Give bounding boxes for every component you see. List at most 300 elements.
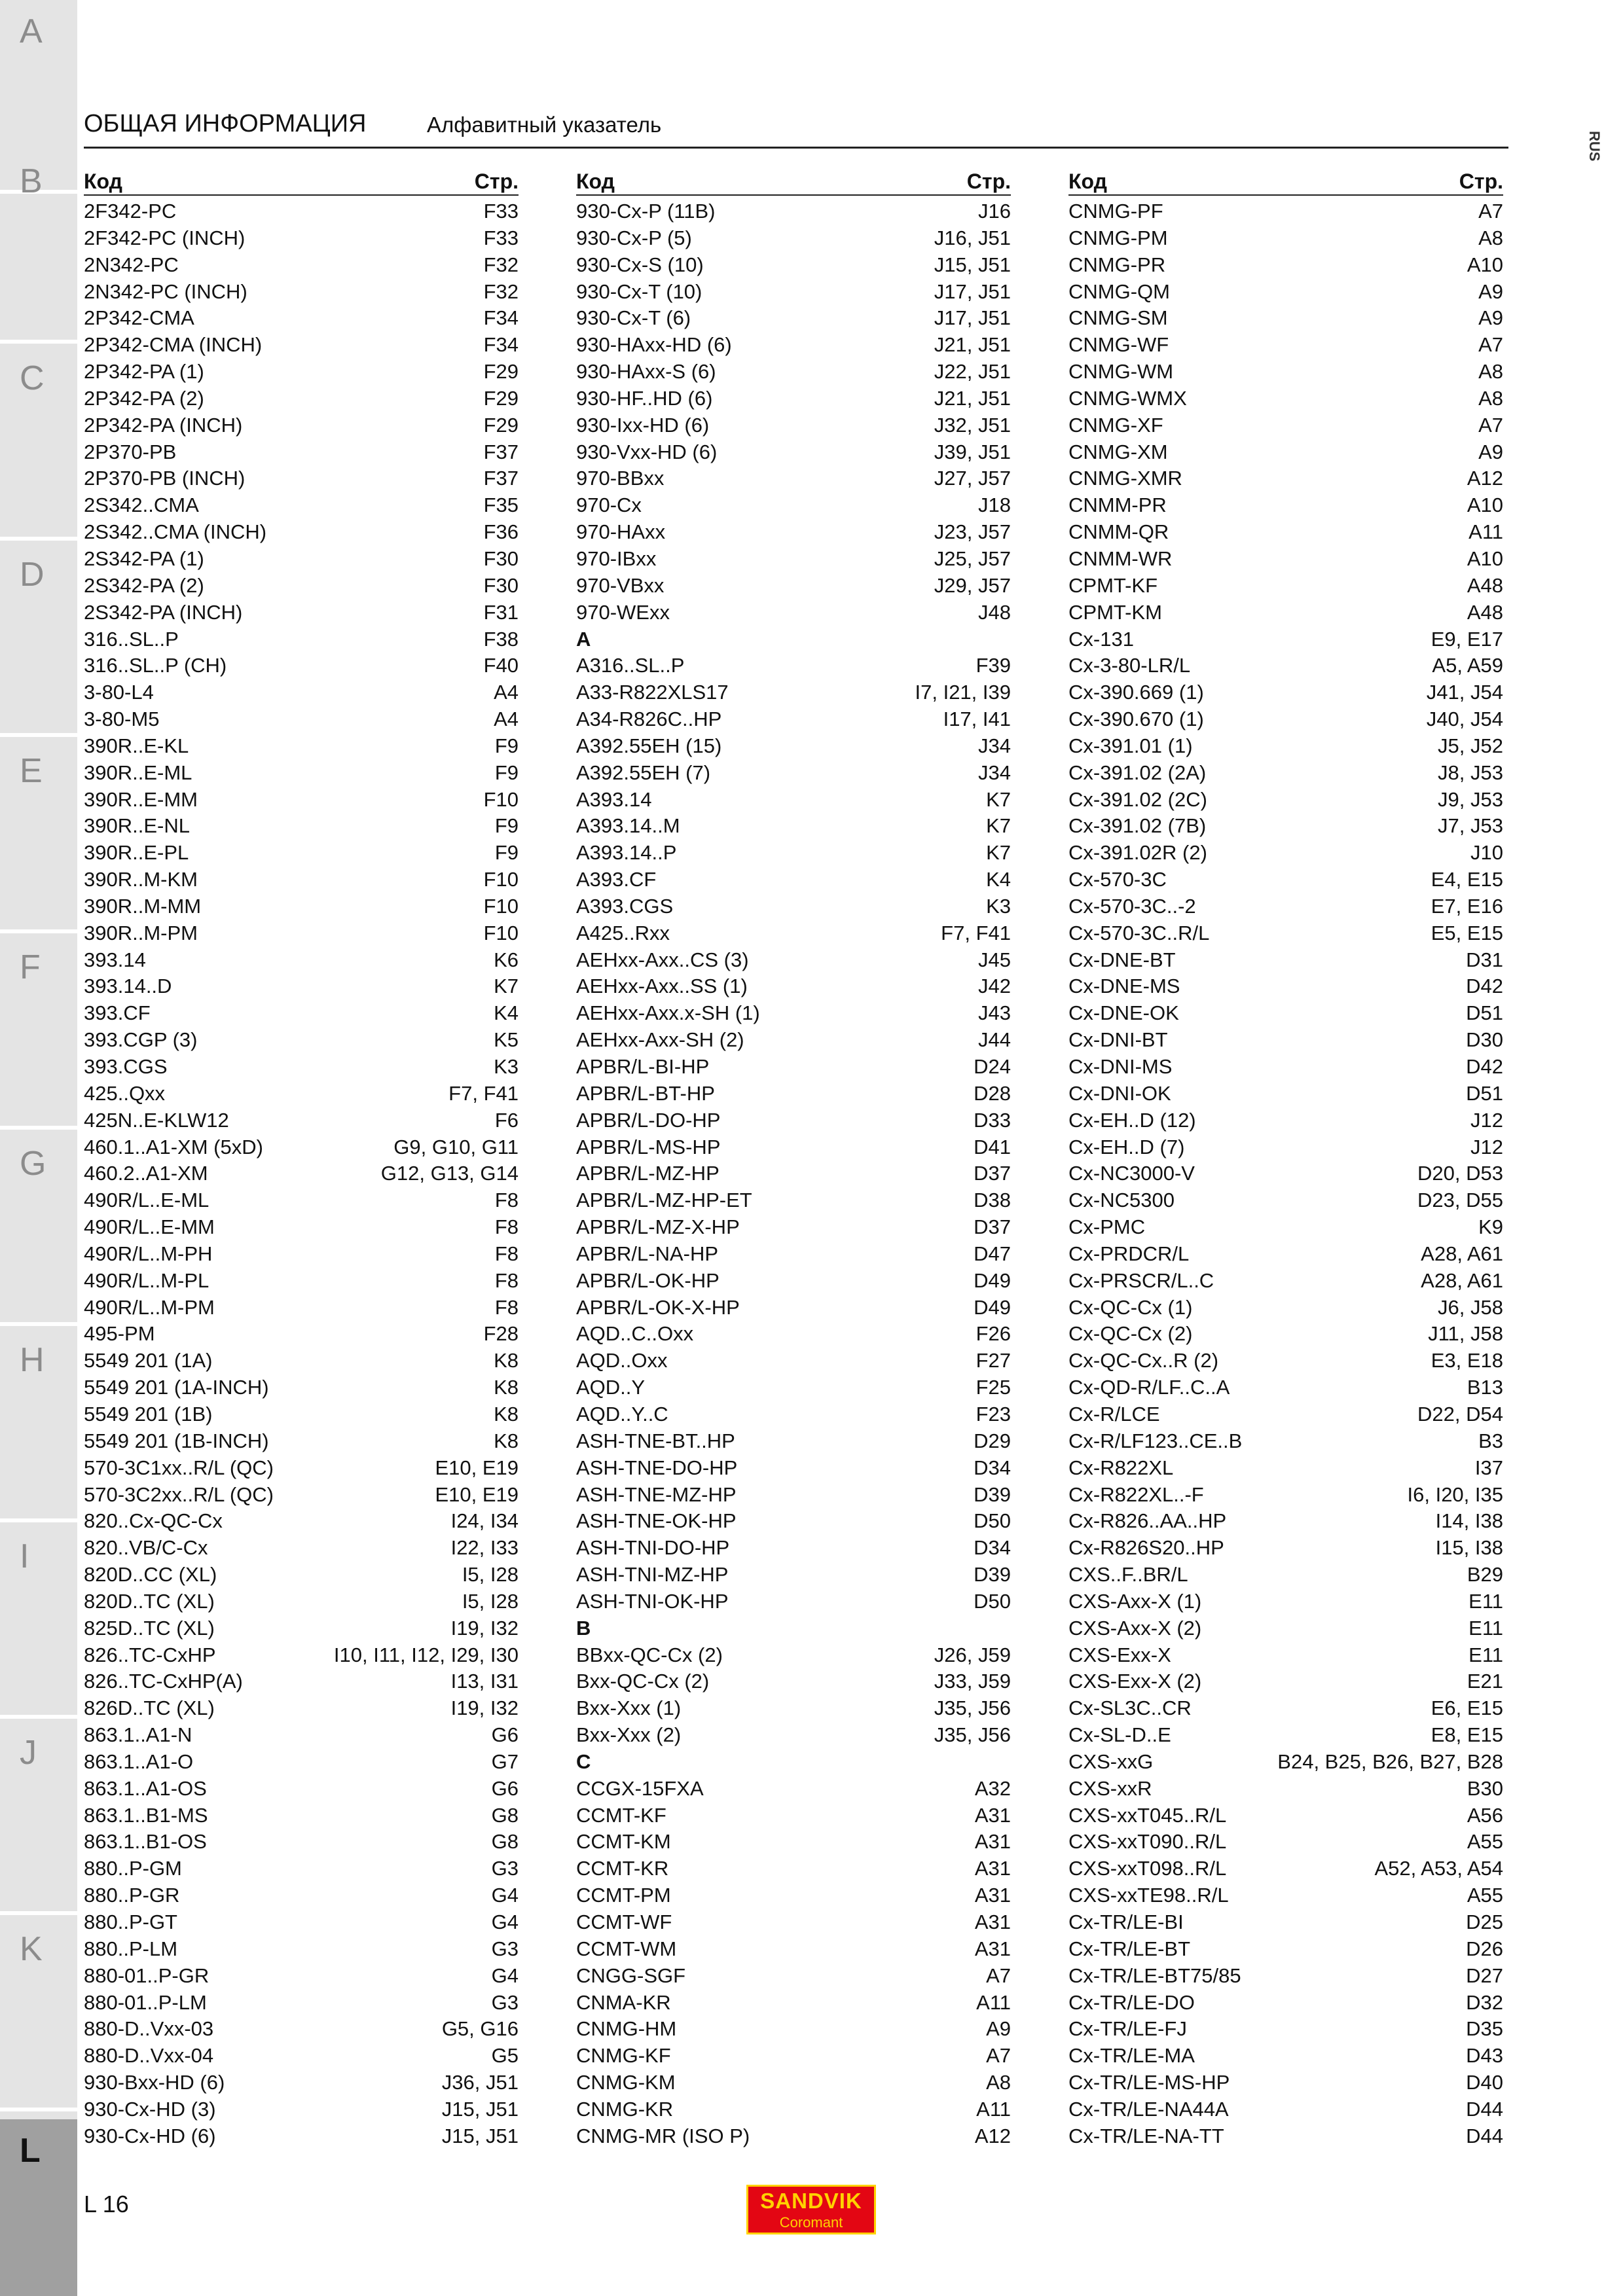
entry-page-ref: G8	[491, 1803, 519, 1827]
index-entry	[1068, 2016, 1503, 2043]
entry-page-ref: F34	[483, 333, 519, 357]
entry-code: Cx-TR/LE-BT	[1068, 1937, 1190, 1960]
index-entry	[576, 920, 1011, 947]
entry-code: Cx-TR/LE-BI	[1068, 1910, 1184, 1933]
entry-code: Cx-R822XL	[1068, 1456, 1174, 1479]
entry-code: A393.14..M	[576, 814, 680, 838]
index-entry	[1068, 2043, 1503, 2070]
entry-page-ref: A7	[986, 1964, 1011, 1987]
entry-page-ref: D34	[974, 1536, 1011, 1560]
index-entry	[84, 279, 519, 306]
index-entry	[1068, 1321, 1503, 1348]
index-entry	[576, 1909, 1011, 1936]
entry-page-ref: J41, J54	[1426, 681, 1503, 704]
entry-page-ref: G9, G10, G11	[393, 1135, 519, 1158]
entry-page-ref: A32	[974, 1776, 1011, 1800]
entry-page-ref: B24, B25, B26, B27, B28	[1277, 1749, 1503, 1773]
entry-code: 2P370-PB	[84, 440, 177, 463]
index-entry	[1068, 279, 1503, 306]
entry-page-ref: J10	[1470, 841, 1503, 865]
index-entry	[1068, 1776, 1503, 1803]
index-entry	[84, 1963, 519, 1990]
index-tab-l[interactable]	[0, 2119, 77, 2296]
index-entry	[84, 1535, 519, 1562]
index-entry	[576, 1722, 1011, 1749]
entry-page-ref: F9	[494, 734, 519, 757]
entry-page-ref: A31	[974, 1857, 1011, 1880]
entry-page-ref: A56	[1467, 1803, 1503, 1827]
index-tab-letter: A	[20, 12, 43, 50]
index-entry	[1068, 546, 1503, 573]
entry-code: Cx-391.01 (1)	[1068, 734, 1193, 757]
index-entry	[576, 519, 1011, 546]
entry-code: ASH-TNI-OK-HP	[576, 1589, 729, 1613]
index-entry	[1068, 465, 1503, 492]
entry-page-ref: K7	[986, 814, 1011, 838]
entry-code: Cx-R822XL..-F	[1068, 1482, 1204, 1506]
index-tab-k[interactable]	[0, 1918, 77, 2111]
entry-page-ref: J45	[978, 948, 1011, 971]
index-entry	[1068, 573, 1503, 600]
page-column-header: Стр.	[474, 170, 519, 193]
index-entry	[576, 1535, 1011, 1562]
index-entry	[84, 1295, 519, 1321]
index-entry	[84, 1348, 519, 1374]
entry-code: A33-R822XLS17	[576, 681, 729, 704]
entry-code: Cx-TR/LE-NA44A	[1068, 2097, 1229, 2121]
index-entry	[576, 359, 1011, 386]
entry-page-ref: A10	[1467, 547, 1503, 570]
index-entry	[576, 840, 1011, 867]
entry-page-ref: A11	[976, 2097, 1011, 2121]
entry-code: CXS-Axx-X (2)	[1068, 1616, 1202, 1640]
entry-code: 2P342-PA (1)	[84, 360, 204, 384]
entry-page-ref: D24	[974, 1055, 1011, 1078]
index-tab-j[interactable]	[0, 1721, 77, 1915]
entry-page-ref: D27	[1466, 1964, 1503, 1987]
entry-code: 2N342-PC (INCH)	[84, 279, 247, 303]
entry-page-ref: F27	[976, 1349, 1011, 1372]
entry-page-ref: J17, J51	[934, 306, 1011, 330]
index-entry	[84, 492, 519, 519]
entry-page-ref: F28	[483, 1322, 519, 1346]
entry-code: 2P342-CMA	[84, 306, 194, 330]
entry-code: 880-01..P-GR	[84, 1964, 210, 1987]
entry-code: 390R..M-PM	[84, 921, 198, 944]
index-entry	[1068, 1000, 1503, 1027]
entry-page-ref: F32	[483, 253, 519, 276]
logo-brand-text: SANDVIK	[760, 2189, 862, 2213]
index-entry	[576, 1776, 1011, 1803]
entry-code: APBR/L-BI-HP	[576, 1055, 710, 1078]
entry-page-ref: I37	[1474, 1456, 1503, 1479]
index-tab-letter: E	[20, 752, 43, 790]
entry-page-ref: D38	[974, 1189, 1011, 1212]
index-entry	[1068, 1508, 1503, 1535]
entry-page-ref: F8	[494, 1215, 519, 1239]
index-tab-g[interactable]	[0, 1132, 77, 1326]
index-entry	[84, 359, 519, 386]
index-entry	[576, 1562, 1011, 1588]
entry-page-ref: F23	[976, 1402, 1011, 1426]
entry-code: 5549 201 (1B-INCH)	[84, 1429, 269, 1452]
entry-code: Cx-DNI-OK	[1068, 1081, 1171, 1105]
index-entry	[576, 1482, 1011, 1509]
entry-page-ref: E11	[1468, 1643, 1503, 1666]
entry-page-ref: I7, I21, I39	[915, 681, 1011, 704]
entry-code: 3-80-L4	[84, 681, 154, 704]
index-entry	[84, 1027, 519, 1054]
entry-page-ref: A11	[1468, 520, 1503, 544]
index-entry	[84, 1482, 519, 1509]
entry-code: Cx-TR/LE-MS-HP	[1068, 2071, 1230, 2094]
entry-code: CNMG-PM	[1068, 226, 1168, 249]
entry-code: 490R/L..M-PM	[84, 1295, 215, 1319]
entry-page-ref: J35, J56	[934, 1723, 1011, 1747]
index-entry	[576, 1936, 1011, 1963]
entry-code: 2S342..CMA	[84, 493, 199, 517]
entry-code: 930-Cx-P (11B)	[576, 200, 716, 223]
entry-code: 390R..E-PL	[84, 841, 189, 865]
index-entry	[84, 1856, 519, 1882]
index-entry	[576, 1455, 1011, 1482]
index-entry	[84, 947, 519, 974]
index-entry	[84, 1321, 519, 1348]
entry-code: Cx-DNI-MS	[1068, 1055, 1173, 1078]
entry-code: CCGX-15FXA	[576, 1776, 704, 1800]
entry-code: 2P342-CMA (INCH)	[84, 333, 263, 357]
entry-page-ref: B13	[1467, 1376, 1503, 1399]
entry-code: ASH-TNE-MZ-HP	[576, 1482, 737, 1506]
entry-page-ref: D51	[1466, 1001, 1503, 1025]
entry-code: 316..SL..P (CH)	[84, 654, 227, 677]
entry-page-ref: F25	[976, 1376, 1011, 1399]
entry-code: CNGG-SGF	[576, 1964, 686, 1987]
entry-code: CNMG-WF	[1068, 333, 1169, 357]
entry-code: 880..P-GR	[84, 1884, 180, 1907]
index-tab-letter: J	[20, 1734, 37, 1772]
entry-page-ref: D40	[1466, 2071, 1503, 2094]
index-entry	[84, 1909, 519, 1936]
index-entry	[84, 1268, 519, 1295]
entry-page-ref: J27, J57	[934, 467, 1011, 490]
entry-code: ASH-TNI-DO-HP	[576, 1536, 730, 1560]
index-entry	[576, 787, 1011, 814]
index-entry	[576, 573, 1011, 600]
entry-page-ref: J22, J51	[934, 360, 1011, 384]
index-tab-b[interactable]	[0, 150, 77, 344]
index-entry	[1068, 412, 1503, 439]
index-tab-h[interactable]	[0, 1329, 77, 1522]
entry-code: 930-Ixx-HD (6)	[576, 413, 710, 437]
entry-code: 970-BBxx	[576, 467, 665, 490]
entry-code: 863.1..A1-O	[84, 1749, 194, 1773]
entry-code: CCMT-PM	[576, 1884, 671, 1907]
index-entry	[1068, 1803, 1503, 1829]
page-column-header: Стр.	[966, 170, 1011, 193]
entry-page-ref: G12, G13, G14	[380, 1162, 519, 1185]
index-entry	[576, 600, 1011, 626]
index-entry	[1068, 1348, 1503, 1374]
entry-page-ref: F8	[494, 1295, 519, 1319]
entry-page-ref: D50	[974, 1589, 1011, 1613]
entry-code: Cx-DNE-MS	[1068, 975, 1180, 998]
index-tab-c[interactable]	[0, 347, 77, 541]
entry-code: A392.55EH (7)	[576, 761, 711, 784]
entry-code: A393.CF	[576, 868, 657, 891]
index-column-1	[84, 167, 519, 2150]
index-entry	[1068, 733, 1503, 760]
index-entry	[84, 439, 519, 466]
index-entry	[1068, 2123, 1503, 2150]
index-entry	[576, 813, 1011, 840]
entry-page-ref: J16	[978, 200, 1011, 223]
index-entry	[576, 412, 1011, 439]
entry-page-ref: G3	[491, 1857, 519, 1880]
entry-page-ref: J25, J57	[934, 547, 1011, 570]
entry-code: ASH-TNE-OK-HP	[576, 1509, 737, 1533]
index-entry	[576, 1214, 1011, 1241]
entry-code: Cx-R/LF123..CE..B	[1068, 1429, 1243, 1452]
entry-page-ref: E21	[1467, 1670, 1503, 1693]
entry-page-ref: F34	[483, 306, 519, 330]
entry-page-ref: A9	[1478, 279, 1503, 303]
entry-code: 880..P-GT	[84, 1910, 177, 1933]
index-entry	[1068, 2096, 1503, 2123]
index-entry	[576, 465, 1011, 492]
entry-code: 316..SL..P	[84, 627, 179, 651]
entry-code: AQD..Oxx	[576, 1349, 668, 1372]
entry-page-ref: J18	[978, 493, 1011, 517]
entry-code: Cx-TR/LE-FJ	[1068, 2017, 1187, 2041]
entry-page-ref: F7, F41	[448, 1081, 519, 1105]
index-entry	[84, 252, 519, 279]
index-entry	[1068, 1268, 1503, 1295]
entry-code: 930-Cx-HD (3)	[84, 2097, 216, 2121]
index-entry	[84, 1882, 519, 1909]
index-entry	[1068, 252, 1503, 279]
entry-page-ref: J5, J52	[1438, 734, 1503, 757]
entry-code: Cx-391.02 (2A)	[1068, 761, 1207, 784]
index-entry	[576, 1000, 1011, 1027]
entry-code: Cx-NC3000-V	[1068, 1162, 1195, 1185]
entry-page-ref: F26	[976, 1322, 1011, 1346]
entry-code: 460.2..A1-XM	[84, 1162, 208, 1185]
entry-code: Cx-R/LCE	[1068, 1402, 1160, 1426]
entry-page-ref: D47	[974, 1242, 1011, 1265]
index-entry	[576, 893, 1011, 920]
entry-code: CNMM-WR	[1068, 547, 1173, 570]
entry-code: AEHxx-Axx..CS (3)	[576, 948, 749, 971]
entry-code: Cx-DNE-BT	[1068, 948, 1176, 971]
entry-page-ref: J35, J56	[934, 1696, 1011, 1720]
entry-code: Cx-570-3C..-2	[1068, 894, 1196, 918]
code-column-header: Код	[576, 170, 615, 193]
entry-page-ref: K5	[494, 1028, 519, 1052]
index-entry	[576, 679, 1011, 706]
entry-page-ref: K8	[494, 1349, 519, 1372]
page-number: L 16	[84, 2191, 129, 2217]
index-entry	[1068, 1455, 1503, 1482]
entry-code: APBR/L-BT-HP	[576, 1081, 715, 1105]
entry-page-ref: J29, J57	[934, 573, 1011, 597]
page-subtitle: Алфавитный указатель	[427, 113, 662, 137]
entry-code: 425..Qxx	[84, 1081, 166, 1105]
index-entry	[1068, 947, 1503, 974]
entry-page-ref: F6	[494, 1108, 519, 1132]
entry-code: APBR/L-NA-HP	[576, 1242, 719, 1265]
entry-code: 863.1..B1-OS	[84, 1830, 207, 1854]
entry-page-ref: D28	[974, 1081, 1011, 1105]
index-entry	[576, 1241, 1011, 1268]
entry-code: CNMG-XF	[1068, 413, 1163, 437]
entry-page-ref: F10	[483, 921, 519, 944]
entry-page-ref: I14, I38	[1435, 1509, 1503, 1533]
index-column-3	[1068, 167, 1503, 2150]
entry-code: 2S342-PA (INCH)	[84, 600, 243, 624]
entry-code: 390R..E-ML	[84, 761, 192, 784]
entry-page-ref: A28, A61	[1421, 1268, 1503, 1292]
entry-code: CNMG-SM	[1068, 306, 1168, 330]
index-tab-letter: D	[20, 556, 45, 594]
entry-code: 826..TC-CxHP	[84, 1643, 216, 1666]
entry-code: Cx-391.02R (2)	[1068, 841, 1207, 865]
entry-code: 825D..TC (XL)	[84, 1616, 215, 1640]
entry-code: CNMG-MR (ISO P)	[576, 2124, 750, 2147]
entry-code: 490R/L..E-ML	[84, 1189, 210, 1212]
entry-code: CNMG-KR	[576, 2097, 674, 2121]
entry-code: 2F342-PC	[84, 200, 177, 223]
index-entry	[84, 1588, 519, 1615]
entry-code: AQD..Y	[576, 1376, 646, 1399]
entry-code: CNMG-WMX	[1068, 386, 1187, 410]
entry-code: A316..SL..P	[576, 654, 685, 677]
entry-code: A392.55EH (15)	[576, 734, 722, 757]
index-entry	[1068, 386, 1503, 412]
entry-page-ref: I15, I38	[1435, 1536, 1503, 1560]
entry-code: AEHxx-Axx-SH (2)	[576, 1028, 744, 1052]
entry-code: 3-80-M5	[84, 708, 160, 731]
entry-code: Cx-SL3C..CR	[1068, 1696, 1192, 1720]
index-entry	[1068, 1829, 1503, 1856]
entry-page-ref: J26, J59	[934, 1643, 1011, 1666]
entry-code: ASH-TNE-DO-HP	[576, 1456, 738, 1479]
thumb-index-sidebar	[0, 0, 77, 2296]
entry-page-ref: G8	[491, 1830, 519, 1854]
entry-code: ASH-TNE-BT..HP	[576, 1429, 735, 1452]
entry-code: CNMG-PF	[1068, 200, 1163, 223]
entry-code: 930-HF..HD (6)	[576, 386, 713, 410]
entry-page-ref: A31	[974, 1830, 1011, 1854]
index-tab-f[interactable]	[0, 936, 77, 1130]
index-entry	[576, 2016, 1011, 2043]
entry-code: Cx-QD-R/LF..C..A	[1068, 1376, 1230, 1399]
entry-code: Cx-TR/LE-MA	[1068, 2044, 1195, 2068]
index-tab-d[interactable]	[0, 543, 77, 737]
entry-code: 863.1..A1-N	[84, 1723, 192, 1747]
entry-code: ASH-TNI-MZ-HP	[576, 1563, 729, 1587]
section-letter: A	[576, 627, 591, 651]
index-entry	[576, 706, 1011, 733]
entry-code: 930-Vxx-HD (6)	[576, 440, 718, 463]
entry-page-ref: J21, J51	[934, 333, 1011, 357]
index-entry	[576, 279, 1011, 306]
page-title: ОБЩАЯ ИНФОРМАЦИЯ	[84, 110, 367, 137]
entry-page-ref: F10	[483, 787, 519, 811]
index-entry	[1068, 1668, 1503, 1695]
index-entry	[576, 546, 1011, 573]
index-entry	[576, 2096, 1011, 2123]
entry-page-ref: F36	[483, 520, 519, 544]
index-entry	[84, 1000, 519, 1027]
entry-page-ref: J32, J51	[934, 413, 1011, 437]
index-tab-i[interactable]	[0, 1525, 77, 1719]
index-entry	[576, 1321, 1011, 1348]
index-entry	[576, 1588, 1011, 1615]
entry-code: 2N342-PC	[84, 253, 179, 276]
index-entry	[1068, 492, 1503, 519]
entry-code: CXS-Exx-X	[1068, 1643, 1171, 1666]
entry-code: Cx-390.670 (1)	[1068, 708, 1204, 731]
entry-page-ref: K3	[494, 1055, 519, 1078]
entry-page-ref: D34	[974, 1456, 1011, 1479]
entry-code: 826D..TC (XL)	[84, 1696, 215, 1720]
index-tab-letter: I	[20, 1537, 29, 1575]
entry-page-ref: J43	[978, 1001, 1011, 1025]
index-entry	[84, 573, 519, 600]
entry-code: CNMG-QM	[1068, 279, 1170, 303]
section-letter-row	[576, 1615, 1011, 1642]
index-entry	[1068, 1856, 1503, 1882]
index-entry	[576, 1027, 1011, 1054]
index-entry	[1068, 626, 1503, 653]
entry-code: 880..P-LM	[84, 1937, 178, 1960]
index-entry	[84, 332, 519, 359]
entry-page-ref: J15, J51	[441, 2097, 519, 2121]
entry-page-ref: A31	[974, 1937, 1011, 1960]
entry-code: Cx-PRSCR/L..C	[1068, 1268, 1214, 1292]
entry-page-ref: D37	[974, 1162, 1011, 1185]
entry-code: Cx-391.02 (7B)	[1068, 814, 1207, 838]
entry-page-ref: K9	[1478, 1215, 1503, 1239]
entry-code: Cx-131	[1068, 627, 1134, 651]
index-entry	[84, 973, 519, 1000]
index-entry	[84, 2016, 519, 2043]
index-tab-e[interactable]	[0, 740, 77, 933]
entry-code: 2S342..CMA (INCH)	[84, 520, 267, 544]
entry-page-ref: G6	[491, 1723, 519, 1747]
entry-page-ref: J12	[1470, 1108, 1503, 1132]
index-entry	[84, 893, 519, 920]
entry-code: 880-D..Vxx-04	[84, 2044, 214, 2068]
entry-code: AEHxx-Axx.x-SH (1)	[576, 1001, 760, 1025]
entry-page-ref: F30	[483, 547, 519, 570]
index-entry	[576, 1107, 1011, 1134]
index-entry	[576, 252, 1011, 279]
entry-page-ref: G3	[491, 1937, 519, 1960]
index-entry	[576, 332, 1011, 359]
entry-page-ref: A28, A61	[1421, 1242, 1503, 1265]
entry-code: 490R/L..M-PH	[84, 1242, 213, 1265]
entry-page-ref: A48	[1467, 573, 1503, 597]
entry-code: APBR/L-OK-X-HP	[576, 1295, 740, 1319]
entry-code: 820D..CC (XL)	[84, 1563, 217, 1587]
entry-page-ref: D32	[1466, 1990, 1503, 2014]
index-entry	[84, 305, 519, 332]
entry-code: CNMG-XM	[1068, 440, 1168, 463]
entry-code: 930-HAxx-HD (6)	[576, 333, 732, 357]
index-entry	[1068, 893, 1503, 920]
